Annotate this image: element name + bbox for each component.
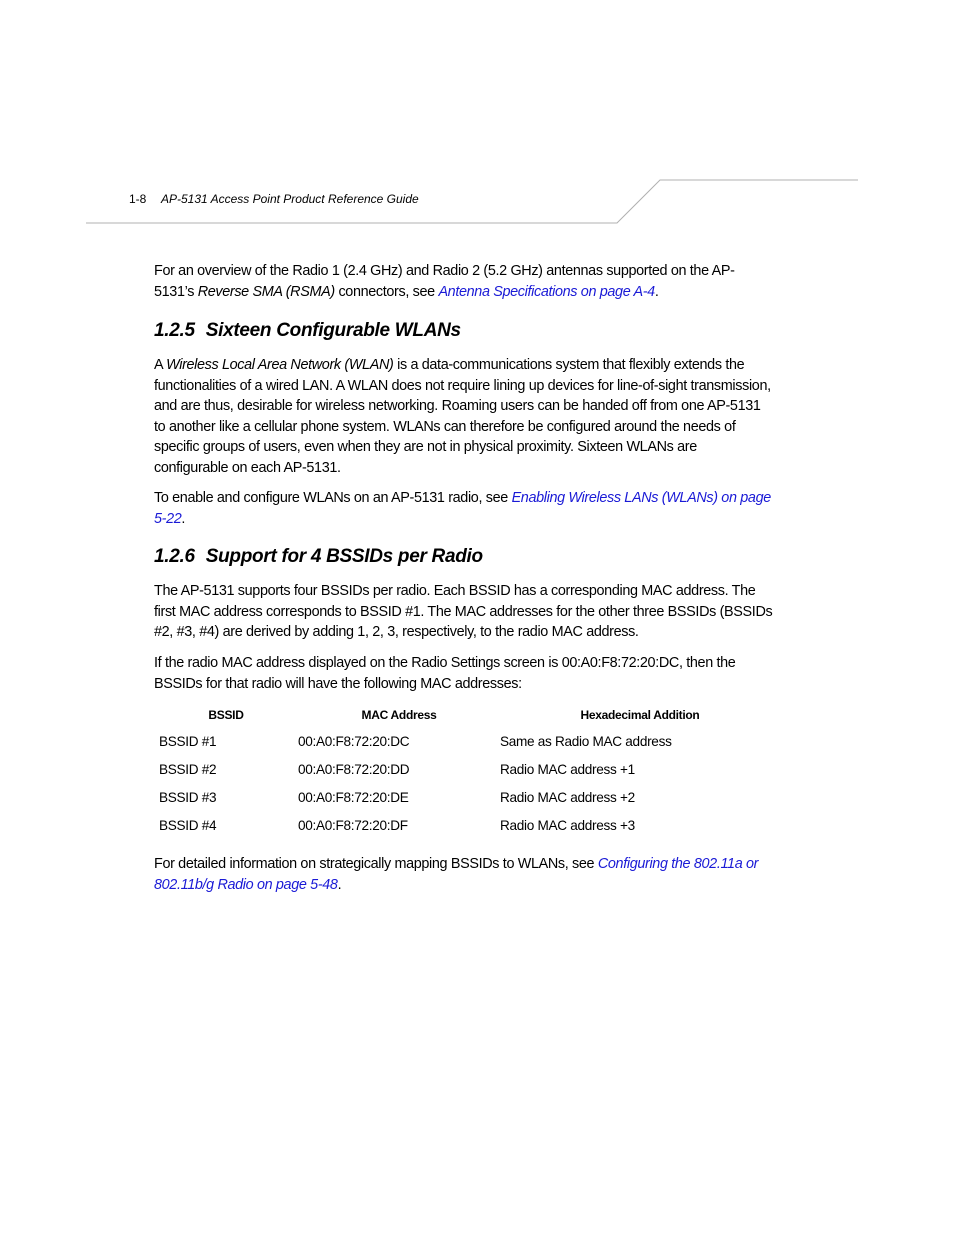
intro-paragraph: For an overview of the Radio 1 (2.4 GHz) and Radio 2 (5.2 GHz) antennas supported on the AP-5131’s Reverse SMA (RSMA) connectors, see Antenna Specifications on page A-4. — [154, 263, 735, 300]
table-header-row — [154, 703, 780, 727]
enabling-wlans-link[interactable]: Enabling Wireless LANs (WLANs) on page 5-22 — [154, 490, 771, 527]
cell-hex: Same as Radio MAC address — [500, 733, 672, 749]
cell-bssid: BSSID #2 — [159, 761, 217, 777]
wlan-term: Wireless Local Area Network (WLAN) — [166, 357, 394, 373]
table-row — [154, 783, 780, 811]
cell-mac: 00:A0:F8:72:20:DE — [298, 789, 409, 805]
mac-example-paragraph: If the radio MAC address displayed on the Radio Settings screen is 00:A0:F8:72:20:DC, then the BSSIDs for that radio will have the following MAC addresses: — [154, 655, 736, 692]
col-header-hex: Hexadecimal Addition — [580, 708, 700, 722]
page-number: 1-8 — [129, 192, 147, 206]
section-heading-1-2-6: 1.2.6 Support for 4 BSSIDs per Radio — [154, 546, 483, 567]
table-row — [154, 811, 780, 839]
antenna-spec-link[interactable]: Antenna Specifications on page A-4 — [438, 283, 655, 300]
running-title: AP-5131 Access Point Product Reference Guide — [161, 192, 419, 206]
bssid-paragraph: The AP-5131 supports four BSSIDs per radio. Each BSSID has a corresponding MAC address. The first MAC address corresponds to BSSID #1. The MAC addresses for the other three BSSIDs (BSSIDs #2, #3, #4) are derived by adding 1, 2, 3, respectively, to the radio MAC address. — [154, 583, 773, 640]
cell-mac: 00:A0:F8:72:20:DD — [298, 761, 410, 777]
cell-mac: 00:A0:F8:72:20:DF — [298, 817, 408, 833]
cell-hex: Radio MAC address +1 — [500, 761, 635, 777]
col-header-mac: MAC Address — [361, 708, 437, 722]
cell-bssid: BSSID #1 — [159, 733, 217, 749]
enable-wlans-paragraph: To enable and configure WLANs on an AP-5131 radio, see Enabling Wireless LANs (WLANs) on page 5-22. — [154, 490, 771, 527]
cell-bssid: BSSID #4 — [159, 817, 217, 833]
table-row — [154, 727, 780, 755]
configuring-radio-link[interactable]: Configuring the 802.11a or 802.11b/g Radio on page 5-48 — [154, 856, 759, 893]
section-heading-1-2-5: 1.2.5 Sixteen Configurable WLANs — [154, 320, 461, 341]
cell-bssid: BSSID #3 — [159, 789, 217, 805]
rsma-term: Reverse SMA (RSMA) — [197, 283, 335, 300]
wlan-paragraph: A Wireless Local Area Network (WLAN) is a data-communications system that flexibly extends the functionalities of a wired LAN. A WLAN does not require lining up devices for line-of-sight transmission, and are thus, desirable for wireless networking. Roaming users can be handed off from one AP-5131 to another like a cellular phone system. WLANs can therefore be configured around the needs of specific groups of users, even when they are not in physical proximity. Sixteen WLANs are configurable on each AP-5131. — [154, 357, 771, 476]
col-header-bssid: BSSID — [208, 708, 244, 722]
mapping-paragraph: For detailed information on strategically mapping BSSIDs to WLANs, see Configuring the 802.11a or 802.11b/g Radio on page 5-48. — [154, 856, 759, 893]
table-row — [154, 755, 780, 783]
bssid-table — [154, 703, 780, 839]
cell-hex: Radio MAC address +3 — [500, 817, 635, 833]
cell-hex: Radio MAC address +2 — [500, 789, 635, 805]
cell-mac: 00:A0:F8:72:20:DC — [298, 733, 410, 749]
